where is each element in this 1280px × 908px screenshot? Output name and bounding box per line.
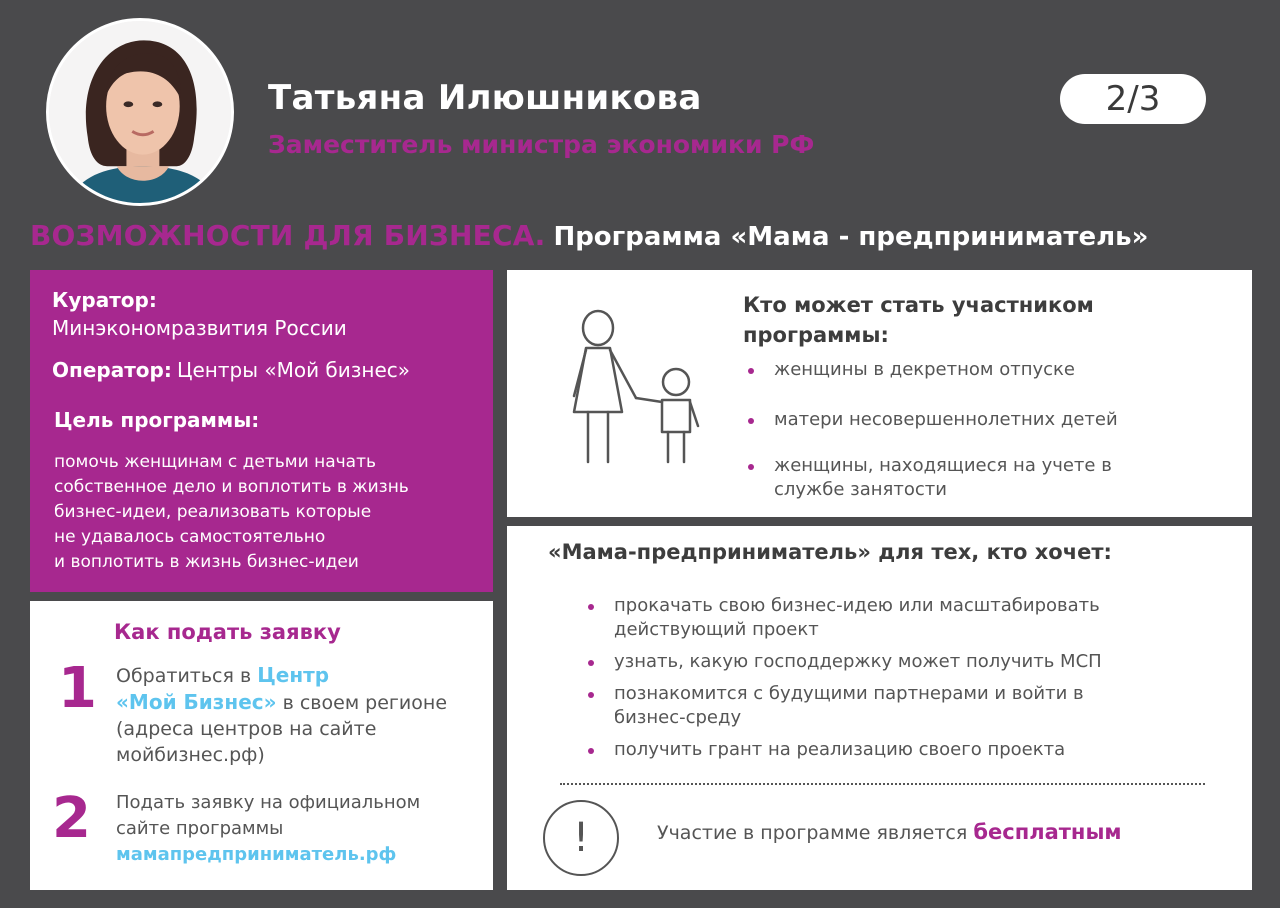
step-1-line3: (адреса центров на сайте bbox=[116, 718, 377, 740]
program-site-link[interactable]: мамапредприниматель.рф bbox=[116, 844, 397, 865]
step-2-number: 2 bbox=[52, 786, 91, 851]
note-emphasis: бесплатным bbox=[973, 820, 1122, 844]
goal-line: бизнес-идеи, реализовать которые bbox=[54, 502, 372, 522]
goal-label: Цель программы: bbox=[54, 408, 260, 432]
goal-line: собственное дело и воплотить в жизнь bbox=[54, 477, 409, 497]
list-item: женщины, находящиеся на учете в службе занятости bbox=[744, 454, 1154, 502]
avatar bbox=[46, 18, 234, 206]
list-item: получить грант на реализацию своего проекта bbox=[584, 738, 1194, 762]
benefits-list bbox=[584, 594, 1194, 762]
goal-text bbox=[54, 450, 484, 575]
center-link-line1[interactable]: Центр bbox=[257, 663, 330, 687]
note-prefix: Участие в программе является bbox=[657, 822, 974, 844]
step-1-suffix: в своем регионе bbox=[276, 692, 448, 714]
eligibility-list bbox=[744, 358, 1204, 502]
benefits-title: «Мама-предприниматель» для тех, кто хочет: bbox=[548, 540, 1112, 564]
step-2-text bbox=[116, 790, 486, 868]
page-counter: 2/3 bbox=[1060, 74, 1206, 124]
step-1-line4: мойбизнес.рф) bbox=[116, 744, 265, 766]
step-2-line1: Подать заявку на официальном bbox=[116, 792, 421, 813]
operator-line bbox=[52, 358, 410, 382]
operator-label: Оператор: bbox=[52, 358, 172, 382]
list-item: матери несовершеннолетних детей bbox=[744, 408, 1204, 432]
list-item: прокачать свою бизнес-идею или масштабировать действующий проект bbox=[584, 594, 1174, 642]
step-1-text bbox=[116, 662, 486, 768]
step-1-number: 1 bbox=[58, 656, 97, 721]
section-title bbox=[30, 219, 1148, 252]
list-item: познакомится с будущими партнерами и войти в бизнес-среду bbox=[584, 682, 1154, 730]
title-accent: ВОЗМОЖНОСТИ ДЛЯ БИЗНЕСА. bbox=[30, 219, 546, 252]
eligibility-title: Кто может стать участником программы: bbox=[743, 293, 1094, 347]
mother-child-icon bbox=[552, 306, 712, 466]
program-info-panel bbox=[30, 270, 493, 592]
goal-line: помочь женщинам с детьми начать bbox=[54, 452, 376, 472]
list-item: узнать, какую господдержку может получить МСП bbox=[584, 650, 1194, 674]
apply-title: Как подать заявку bbox=[114, 620, 341, 644]
curator-value: Минэкономразвития России bbox=[52, 316, 347, 340]
person-role: Заместитель министра экономики РФ bbox=[268, 130, 815, 159]
person-name: Татьяна Илюшникова bbox=[268, 78, 702, 118]
operator-value: Центры «Мой бизнес» bbox=[176, 358, 411, 382]
divider bbox=[560, 783, 1205, 785]
center-link-line2[interactable]: «Мой Бизнес» bbox=[116, 690, 277, 714]
title-main: Программа «Мама - предприниматель» bbox=[553, 222, 1149, 252]
curator-label: Куратор: bbox=[52, 288, 157, 312]
step-1-prefix: Обратиться в bbox=[116, 665, 258, 687]
portrait-photo bbox=[49, 21, 231, 203]
list-item: женщины в декретном отпуске bbox=[744, 358, 1204, 382]
free-participation-note bbox=[657, 820, 1122, 844]
goal-line: и воплотить в жизнь бизнес-идеи bbox=[54, 552, 359, 572]
goal-line: не удавалось самостоятельно bbox=[54, 527, 326, 547]
exclamation-icon: ! bbox=[543, 800, 619, 876]
step-2-line2: сайте программы bbox=[116, 818, 284, 839]
